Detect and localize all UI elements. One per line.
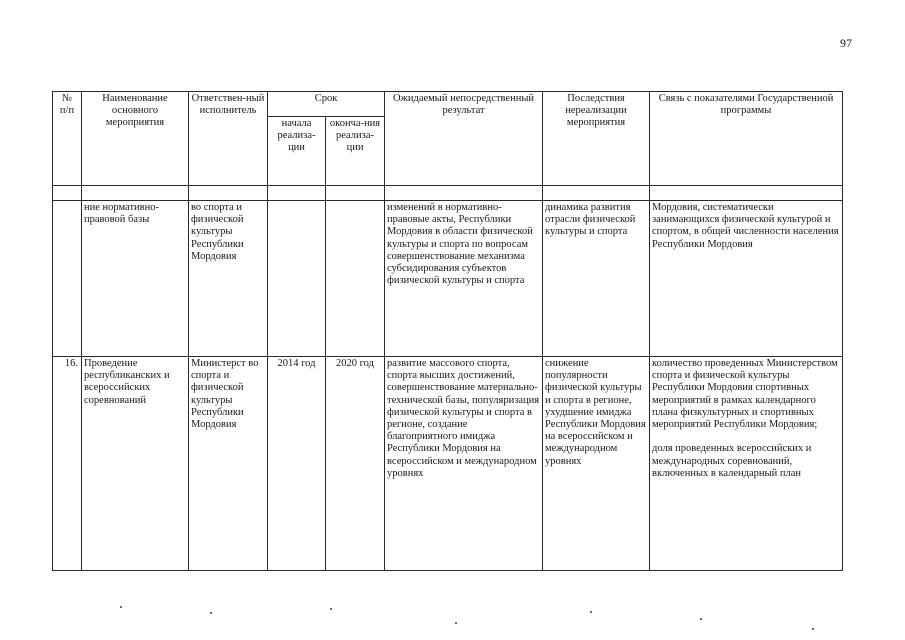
header-responsible: Ответствен-ный исполнитель [189,92,268,186]
scan-speck [700,618,702,620]
spacer-row [53,186,843,201]
row-responsible: во спорта и физической культуры Республики Мордовия [189,201,268,357]
scan-speck [210,612,212,614]
header-term-start: начала реализа-ции [268,117,326,186]
row-consequences: снижение популярности физической культуры и спорта в регионе, ухудшение имиджа Республики Мордовия на всероссийском и международном уровнях [543,357,650,571]
row-num: 16. [53,357,82,571]
header-consequences: Последствия нереализации мероприятия [543,92,650,186]
scan-speck [120,606,122,608]
row-end [326,201,385,357]
header-name: Наименование основного мероприятия [82,92,189,186]
row-start [268,201,326,357]
scan-speck [330,608,332,610]
header-term: Срок [268,92,385,117]
header-num: № п/п [53,92,82,186]
row-expected: изменений в нормативно-правовые акты, Республики Мордовия в области физической культуры и спорта по вопросам совершенствование механизма субсидирования субъектов физической культуры и спорта [385,201,543,357]
header-expected: Ожидаемый непосредственный результат [385,92,543,186]
table-row [53,357,843,571]
row-expected: развитие массового спорта, спорта высших достижений, совершенствование материально-технической базы, популяризация физической культуры и спорта в регионе, создание благоприятного имиджа Республики Мордовия на всероссийском и международном уровнях [385,357,543,571]
row-link: Мордовия, систематически занимающихся физической культурой и спортом, в общей численности населения Республики Мордовия [650,201,843,357]
scan-speck [812,628,814,630]
row-start: 2014 год [268,357,326,571]
scan-speck [590,611,592,613]
row-consequences: динамика развития отрасли физической культуры и спорта [543,201,650,357]
row-name: Проведение республиканских и всероссийских соревнований [82,357,189,571]
row-end: 2020 год [326,357,385,571]
row-link: количество проведенных Министерством спорта и физической культуры Республики Мордовия спортивных мероприятий в рамках календарного плана физкультурных и спортивных мероприятий Республики Мордовия; доля проведенных всероссийских и международных соревнований, включенных в календарный план [650,357,843,571]
header-term-end: оконча-ния реализа-ции [326,117,385,186]
header-row [53,92,843,117]
table-row [53,201,843,357]
scan-speck [455,622,457,624]
row-name: ние нормативно-правовой базы [82,201,189,357]
page-number: 97 [840,36,852,50]
row-responsible: Министерст во спорта и физической культуры Республики Мордовия [189,357,268,571]
measures-table [52,91,843,571]
row-num [53,201,82,357]
header-link: Связь с показателями Государственной программы [650,92,843,186]
